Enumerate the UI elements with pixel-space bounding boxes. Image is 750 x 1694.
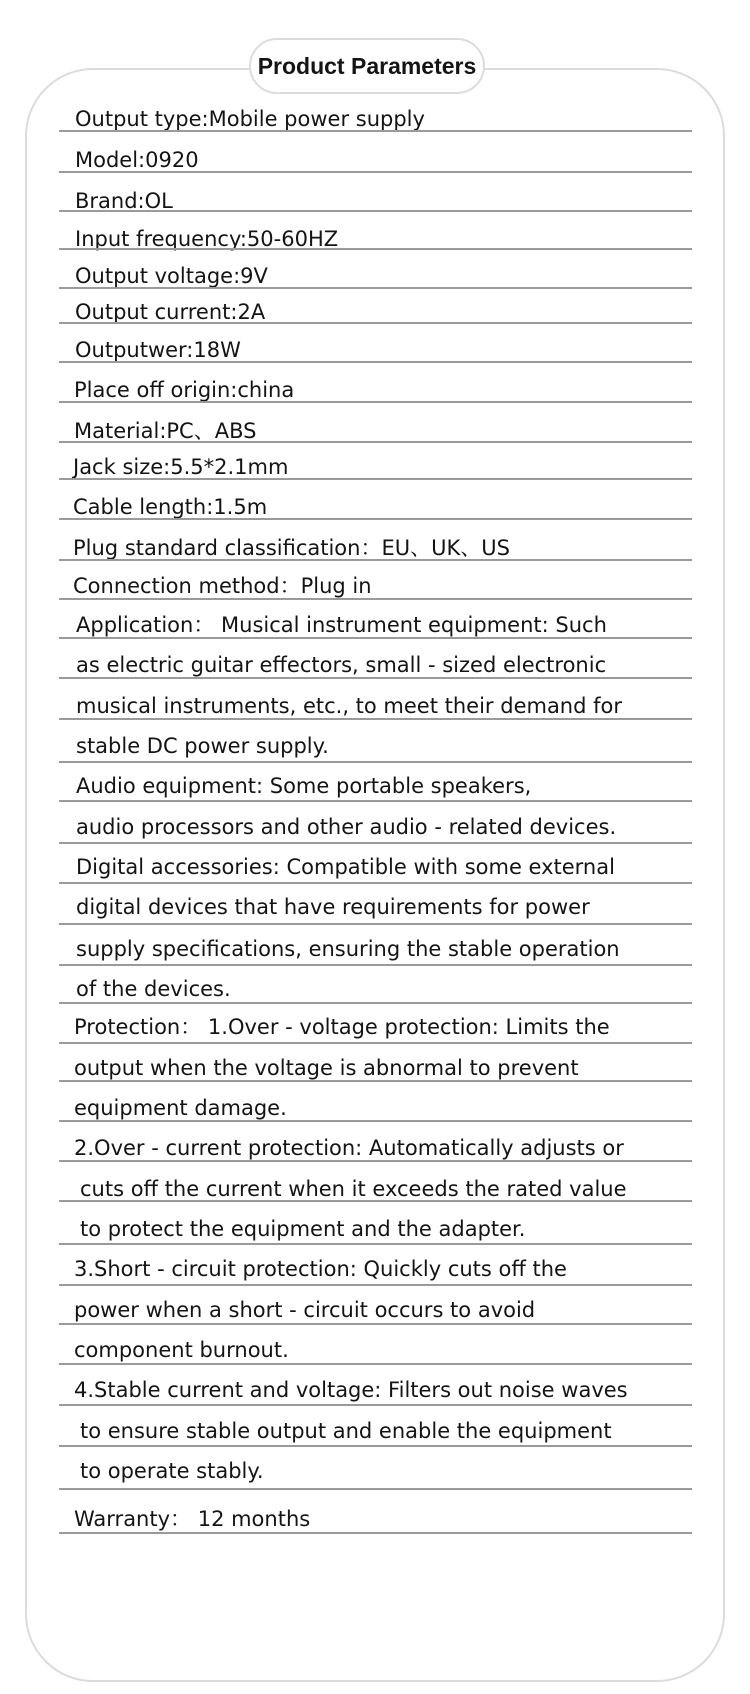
row-divider [59,1488,692,1490]
row-divider [59,964,692,966]
row-divider [59,1363,692,1365]
row-divider [59,1404,692,1406]
row-divider [59,882,692,884]
row-divider [59,677,692,679]
page-title: Product Parameters [257,52,477,79]
parameter-line: cuts off the current when it exceeds the rated value [80,1177,627,1201]
row-divider [59,441,692,443]
parameter-line: stable DC power supply. [76,734,329,758]
row-divider [59,171,692,173]
row-divider [59,1200,692,1202]
parameter-line: Place off origin:china [74,378,295,402]
row-divider [59,322,692,324]
parameter-line: of the devices. [76,977,231,1001]
row-divider [59,923,692,925]
row-divider [59,1120,692,1122]
parameter-line: Output type:Mobile power supply [75,107,425,131]
parameter-line: Application： Musical instrument equipment: Such [76,613,607,637]
parameter-line: Jack size:5.5*2.1mm [73,455,289,479]
parameter-line: digital devices that have requirements for power [76,895,590,919]
parameter-line: Input frequency:50-60HZ [75,227,339,251]
row-divider [59,210,692,212]
row-divider [59,637,692,639]
row-divider [59,478,692,480]
row-divider [59,361,692,363]
parameter-line: to operate stably. [80,1459,264,1483]
parameter-line: equipment damage. [74,1096,287,1120]
parameter-line: Output voltage:9V [75,264,268,288]
parameter-line: to ensure stable output and enable the equipment [80,1419,612,1443]
row-divider [59,1445,692,1447]
row-divider [59,1002,692,1004]
parameter-line: Brand:OL [75,189,173,213]
row-divider [59,130,692,132]
parameter-line: to protect the equipment and the adapter. [80,1217,526,1241]
parameter-line: Connection method：Plug in [73,574,372,598]
parameter-line: as electric guitar effectors, small - sized electronic [76,653,607,677]
parameter-line: Warranty： 12 months [74,1507,311,1531]
parameter-line: power when a short - circuit occurs to avoid [74,1298,536,1322]
parameter-line: output when the voltage is abnormal to prevent [74,1056,579,1080]
parameter-line: Model:0920 [75,148,199,172]
row-divider [59,842,692,844]
parameter-line: supply specifications, ensuring the stable operation [76,937,620,961]
row-divider [59,248,692,250]
row-divider [59,761,692,763]
row-divider [59,1323,692,1325]
parameter-line: Material:PC、ABS [74,419,257,443]
parameter-line: audio processors and other audio - related devices. [76,815,617,839]
row-divider [59,401,692,403]
row-divider [59,800,692,802]
title-badge [249,38,485,94]
parameter-line: 3.Short - circuit protection: Quickly cuts off the [74,1257,567,1281]
parameter-line: Digital accessories: Compatible with some external [76,855,615,879]
row-divider [59,1243,692,1245]
row-divider [59,598,692,600]
parameter-line: 2.Over - current protection: Automatically adjusts or [74,1136,624,1160]
parameter-line: Plug standard classification：EU、UK、US [73,536,510,560]
parameter-line: Audio equipment: Some portable speakers, [76,774,532,798]
parameter-line: component burnout. [74,1338,289,1362]
row-divider [59,1284,692,1286]
parameter-line: Outputwer:18W [75,338,241,362]
row-divider [59,518,692,520]
parameter-line: Protection： 1.Over - voltage protection: Limits the [74,1015,610,1039]
row-divider [59,1042,692,1044]
parameter-line: Output current:2A [75,300,266,324]
parameter-line: Cable length:1.5m [73,495,268,519]
row-divider [59,559,692,561]
row-divider [59,1532,692,1534]
row-divider [59,1080,692,1082]
parameter-line: musical instruments, etc., to meet their demand for [76,694,622,718]
row-divider [59,718,692,720]
row-divider [59,1160,692,1162]
row-divider [59,287,692,289]
parameter-line: 4.Stable current and voltage: Filters out noise waves [74,1378,628,1402]
